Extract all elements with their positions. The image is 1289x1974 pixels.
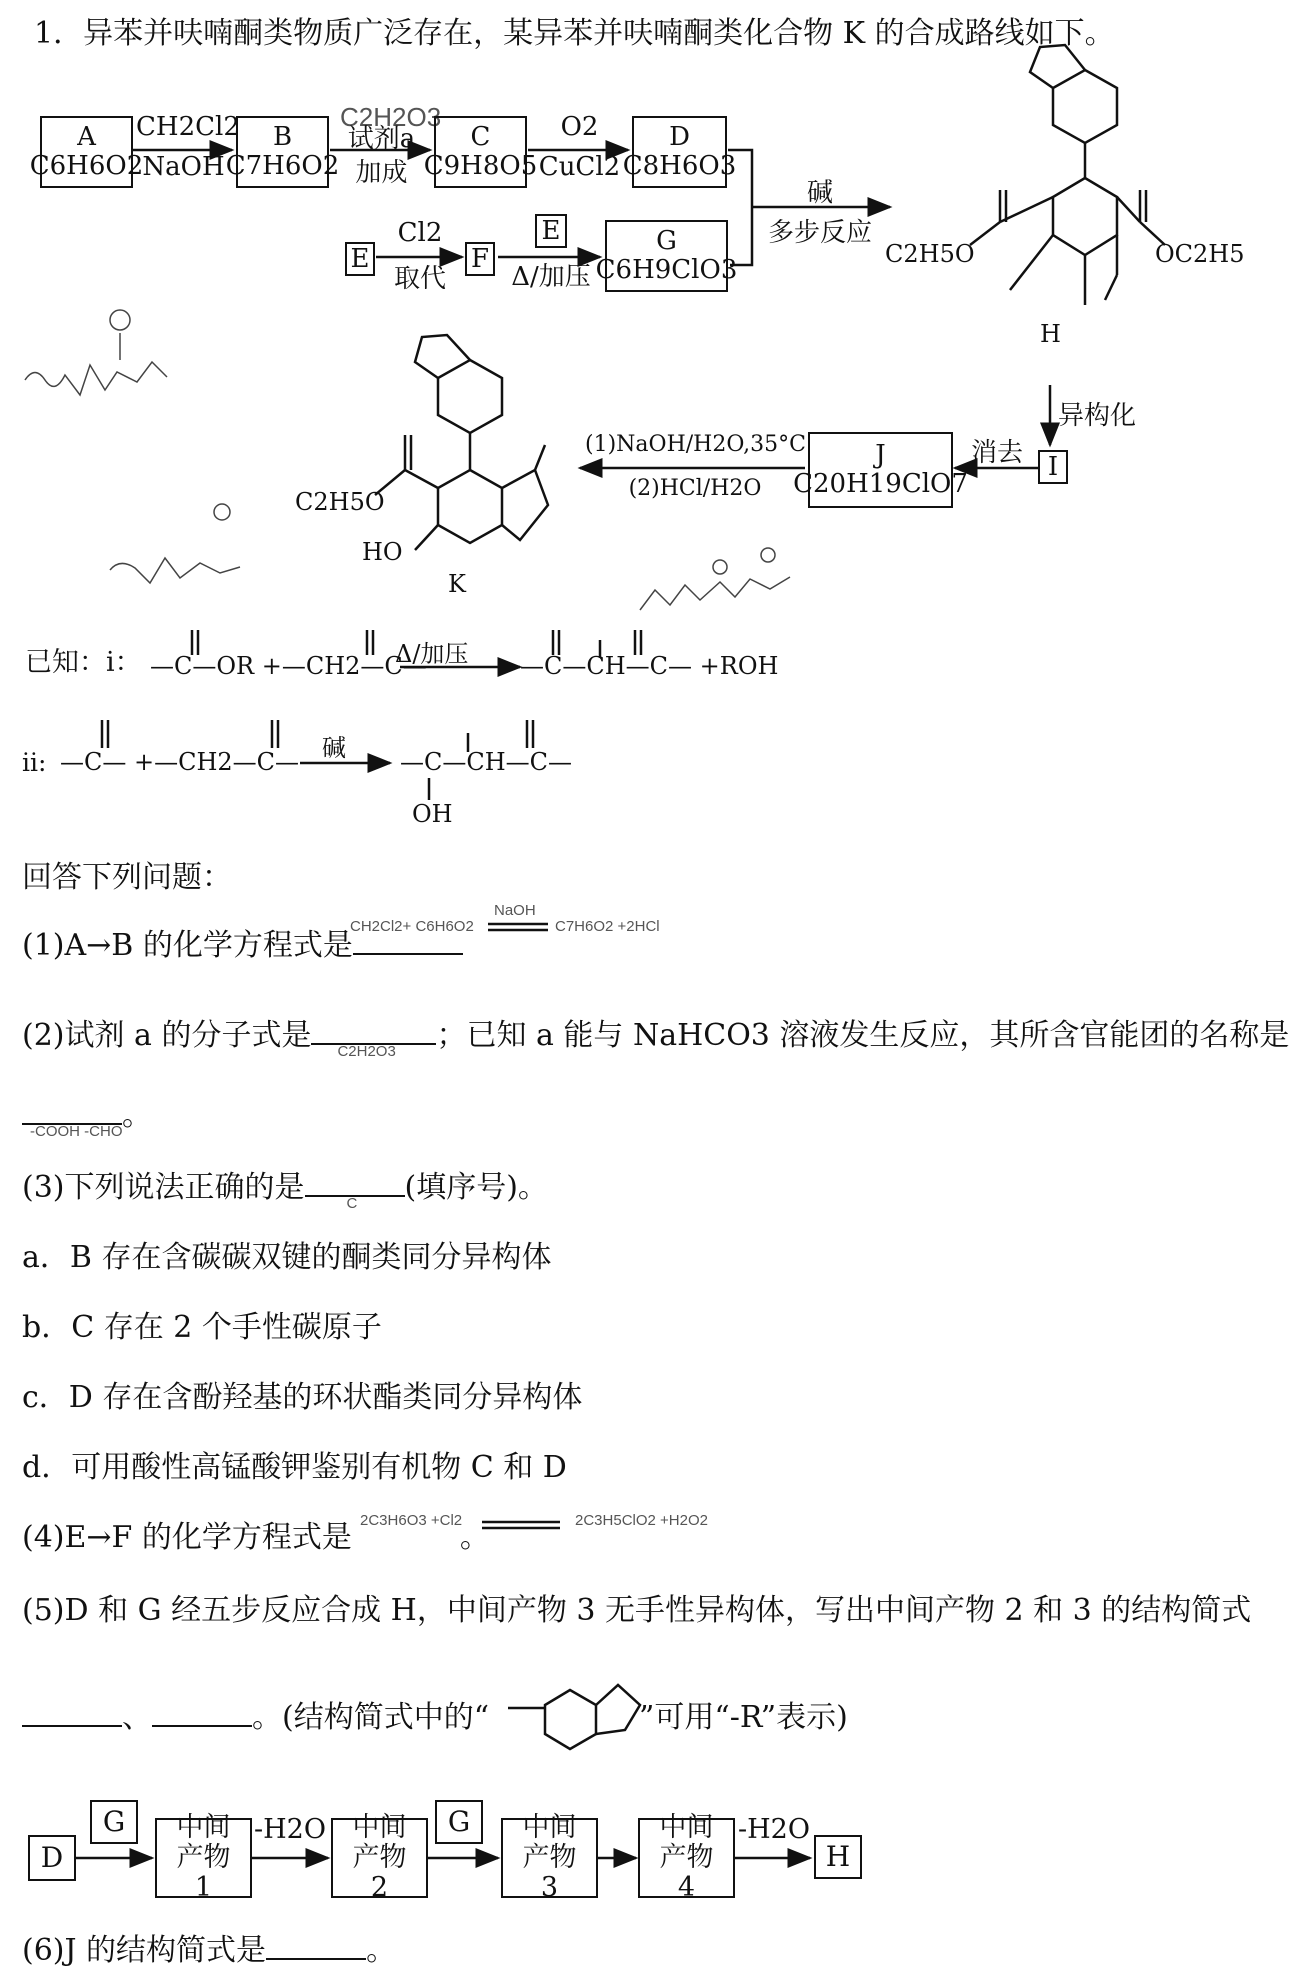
B-label: B [272,122,293,153]
B-formula: C7H6O2 [225,151,340,181]
q2-answer-2: -COOH -CHO [30,1123,123,1140]
q4-end: 。 [459,1520,490,1555]
step9-condition-1: (1)NaOH/H2O,35°C [585,432,806,457]
q1-answer-left: CH2Cl2+ C6H6O2 [350,918,474,935]
known-i-left: —C—OR +—CH2—C— [150,652,427,680]
flow-H-label: H [825,1839,851,1873]
known-ii-label: ii: [22,748,47,777]
step9-condition-2: (2)HCl/H2O [628,476,762,501]
H-label: H [1040,320,1061,348]
q6 [22,1925,396,1969]
flow-h2o-2: -H2O [738,1814,810,1845]
step1-reagent: CH2Cl2 [136,112,240,142]
box-E [345,242,375,276]
q5-blank-2[interactable] [152,1725,252,1727]
E-label: E [350,243,370,274]
H-substituent-right: OC2H5 [1155,240,1245,268]
G-formula: C6H9ClO3 [595,255,738,285]
step8-label: 消去 [970,438,1023,468]
flow-intermediate-4-label: 中间产物4 [659,1812,714,1903]
q3-text: (3)下列说法正确的是 [22,1170,305,1205]
step7-label: 异构化 [1058,401,1137,431]
known-i-right: —C—CH—C— +ROH [520,652,779,680]
step3-reagent: O2 [560,112,599,142]
flow-G-1 [90,1800,138,1844]
K-substituent-ho: HO [362,538,403,566]
q2 [22,1010,1289,1060]
q1-answer-right: C7H6O2 +2HCl [555,918,660,935]
q1-answer-condition: NaOH [494,902,536,919]
q3-end: (填序号)。 [404,1170,548,1205]
flow-intermediate-2-label: 中间产物2 [352,1812,407,1903]
flow-intermediate-3-label: 中间产物3 [522,1812,577,1903]
D-label: D [669,122,690,153]
I-label: I [1047,451,1059,482]
step2-reagent: 试剂a [347,124,416,154]
step1-condition: NaOH [142,152,225,182]
K-label: K [448,570,466,598]
q2-answer-1: C2H2O3 [337,1043,396,1060]
q4-answer-left: 2C3H6O3 +Cl2 [360,1512,463,1529]
known-i-condition: Δ/加压 [395,640,469,668]
flow-G-2 [435,1800,483,1844]
q3-answer: C [346,1195,358,1212]
q2-blank-2[interactable] [22,1123,123,1140]
step2-condition: 加成 [355,158,408,188]
C-formula: C9H8O5 [423,151,538,181]
step5-condition: Δ/加压 [511,262,591,292]
q2-line2 [22,1090,152,1140]
A-label: A [77,122,96,153]
flow-intermediate-1-label: 中间产物1 [176,1812,231,1903]
flow-D [28,1835,76,1881]
step4-reagent: Cl2 [397,218,443,248]
option-c: c．D 存在含酚羟基的环状酯类同分异构体 [22,1380,583,1415]
box-I [1038,450,1068,484]
option-d: d．可用酸性高锰酸钾鉴别有机物 C 和 D [22,1450,567,1485]
flow-G-2-label: G [447,1804,471,1838]
q2-end: 。 [122,1098,152,1133]
box-J [793,432,968,508]
q6-text: (6)J 的结构简式是 [22,1933,267,1968]
C-label: C [470,122,491,153]
K-substituent-left: C2H5O [295,488,385,516]
flow-intermediate-3 [501,1812,598,1903]
box-F [465,242,495,276]
flow-h2o-1: -H2O [254,1814,326,1845]
q2-text-b: ；已知 a 能与 NaHCO3 溶液发生反应，其所含官能团的名称是 [436,1018,1289,1053]
option-b: b．C 存在 2 个手性碳原子 [22,1310,382,1345]
box-A [29,116,144,188]
known-ii-condition: 碱 [322,734,346,762]
step4-condition: 取代 [393,264,446,294]
q6-end: 。 [366,1933,397,1968]
q1-text: (1)A→B 的化学方程式是 [22,928,353,963]
q5-blank-1[interactable] [22,1725,122,1727]
G-label: G [656,226,677,257]
known-ii-oh: OH [412,800,453,828]
step2-note: C2H2O3 [340,102,442,132]
q6-blank[interactable] [266,1958,366,1960]
box-C [423,116,538,188]
flow-intermediate-2 [331,1812,428,1903]
box-G [595,220,738,292]
A-formula: C6H6O2 [29,151,144,181]
box-B [225,116,340,188]
known-ii-right: —C—CH—C— [400,748,573,776]
q1-blank[interactable] [353,953,463,955]
flow-H [814,1835,862,1879]
box-D [622,116,737,188]
flow-intermediate-1 [155,1812,252,1903]
D-formula: C8H6O3 [622,151,737,181]
q2-text-a: (2)试剂 a 的分子式是 [22,1018,312,1053]
known-ii-left: —C— +—CH2—C— [60,748,300,776]
q5-tail: 。(结构简式中的“ [252,1700,490,1735]
q2-blank-1[interactable] [311,1043,436,1060]
q5-line2 [22,1692,848,1736]
q5-tail-2: ”可用“-R”表示) [639,1700,848,1735]
q3 [22,1162,548,1212]
step6-condition: 多步反应 [767,218,872,248]
q5-sep: 、 [122,1700,152,1735]
option-a: a．B 存在含碳碳双键的酮类同分异构体 [22,1240,552,1275]
H-substituent-left: C2H5O [885,240,975,268]
E2-label: E [541,215,561,246]
J-label: J [875,440,886,471]
box-E2 [535,214,567,248]
intro-text: 回答下列问题： [22,860,232,895]
step6-reagent: 碱 [806,178,833,208]
q4-text: (4)E→F 的化学方程式是 [22,1520,352,1555]
q5: (5)D 和 G 经五步反应合成 H，中间产物 3 无手性异构体，写出中间产物 2 和 3 的结构简式 [22,1593,1252,1628]
step3-condition: CuCl2 [538,152,621,182]
page-title: 1．异苯并呋喃酮类物质广泛存在，某异苯并呋喃酮类化合物 K 的合成路线如下。 [34,16,1115,51]
q3-blank[interactable] [305,1195,405,1212]
known-label: 已知：i： [25,647,142,678]
J-formula: C20H19ClO7 [793,469,968,499]
flow-G-1-label: G [102,1804,126,1838]
flow-intermediate-4 [638,1812,735,1903]
q4-answer-right: 2C3H5ClO2 +H2O2 [575,1512,708,1529]
F-label: F [470,243,490,274]
flow-D-label: D [40,1840,64,1874]
